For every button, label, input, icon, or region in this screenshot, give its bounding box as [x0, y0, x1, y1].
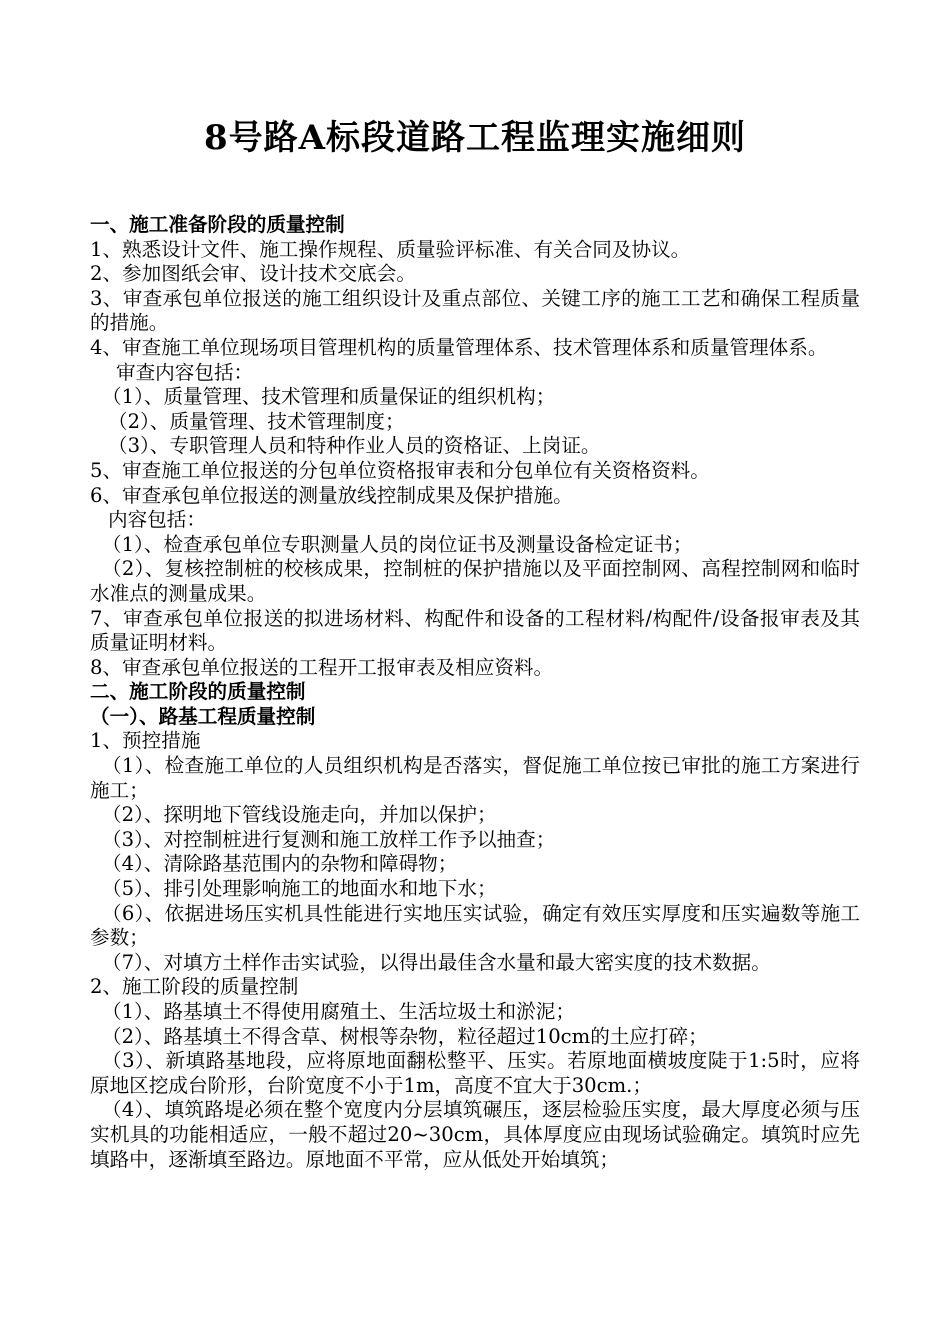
paragraph: （1）、路基填土不得使用腐殖土、生活垃圾土和淤泥； [102, 1000, 575, 1023]
paragraph: 1、熟悉设计文件、施工操作规程、质量验评标准、有关合同及协议。 [90, 237, 691, 261]
paragraph: （3）、对控制桩进行复测和施工放样工作予以抽查； [102, 827, 556, 851]
paragraph: （7）、对填方土样作击实试验，以得出最佳含水量和最大密实度的技术数据。 [102, 950, 771, 974]
paragraph: 内容包括： [108, 508, 206, 532]
paragraph: （1）、检查施工单位的人员组织机构是否落实，督促施工单位按已审批的施工方案进行施工； [90, 754, 860, 802]
paragraph: 5、审查施工单位报送的分包单位资格报审表和分包单位有关资格资料。 [90, 458, 710, 482]
paragraph: （1）、检查承包单位专职测量人员的岗位证书及测量设备检定证书； [102, 532, 693, 556]
section-heading: （一）、路基工程质量控制 [90, 704, 316, 728]
section-heading: 一、施工准备阶段的质量控制 [90, 213, 345, 236]
paragraph: （3）、专职管理人员和特种作业人员的资格证、上岗证。 [108, 434, 601, 458]
paragraph: （6）、依据进场压实机具性能进行实地压实试验，确定有效压实厚度和压实遍数等施工参数； [90, 901, 860, 950]
paragraph: （2）、探明地下管线设施走向，并加以保护； [102, 803, 497, 827]
paragraph: 2、施工阶段的质量控制 [90, 975, 299, 999]
paragraph: 6、审查承包单位报送的测量放线控制成果及保护措施。 [90, 483, 573, 507]
paragraph: 4、审查施工单位现场项目管理机构的质量管理体系、技术管理体系和质量管理体系。 [90, 335, 828, 359]
section-heading: 二、施工阶段的质量控制 [90, 680, 306, 704]
paragraph: （4）、清除路基范围内的杂物和障碍物； [102, 852, 458, 876]
paragraph: 3、审查承包单位报送的施工组织设计及重点部位、关键工序的施工工艺和确保工程质量的措施。 [90, 286, 860, 335]
paragraph: （5）、排引处理影响施工的地面水和地下水； [102, 877, 497, 901]
paragraph: 1、预控措施 [90, 729, 201, 753]
paragraph: （1）、质量管理、技术管理和质量保证的组织机构； [102, 385, 556, 409]
paragraph: 8、审查承包单位报送的工程开工报审表及相应资料。 [90, 655, 554, 679]
paragraph: （4）、填筑路堤必须在整个宽度内分层填筑碾压，逐层检验压实度，最大厚度必须与压实机具的功能相适应，一般不超过20~30cm，具体厚度应由现场试验确定。填筑时应先填路中，逐渐填至路边。原地面不平常，应从低处开始填筑； [90, 1098, 860, 1171]
paragraph: （2）、路基填土不得含草、树根等杂物，粒径超过10cm的土应打碎； [102, 1024, 708, 1048]
paragraph: 7、审查承包单位报送的拟进场材料、构配件和设备的工程材料/构配件/设备报审表及其质量证明材料。 [90, 606, 860, 655]
document-body [90, 213, 860, 1172]
document-title: 8号路A标段道路工程监理实施细则 [203, 118, 747, 158]
paragraph: （2）、质量管理、技术管理制度； [108, 409, 405, 433]
paragraph: 审查内容包括： [116, 360, 254, 384]
paragraph: （3）、新填路基地段，应将原地面翻松整平、压实。若原地面横坡度陡于1:5时，应将原地区挖成台阶形，台阶宽度不小于1m，高度不宜大于30cm.； [90, 1049, 860, 1097]
paragraph: 2、参加图纸会审、设计技术交底会。 [90, 262, 416, 286]
paragraph: （2）、复核控制桩的校核成果，控制桩的保护措施以及平面控制网、高程控制网和临时水准点的测量成果。 [90, 557, 860, 605]
